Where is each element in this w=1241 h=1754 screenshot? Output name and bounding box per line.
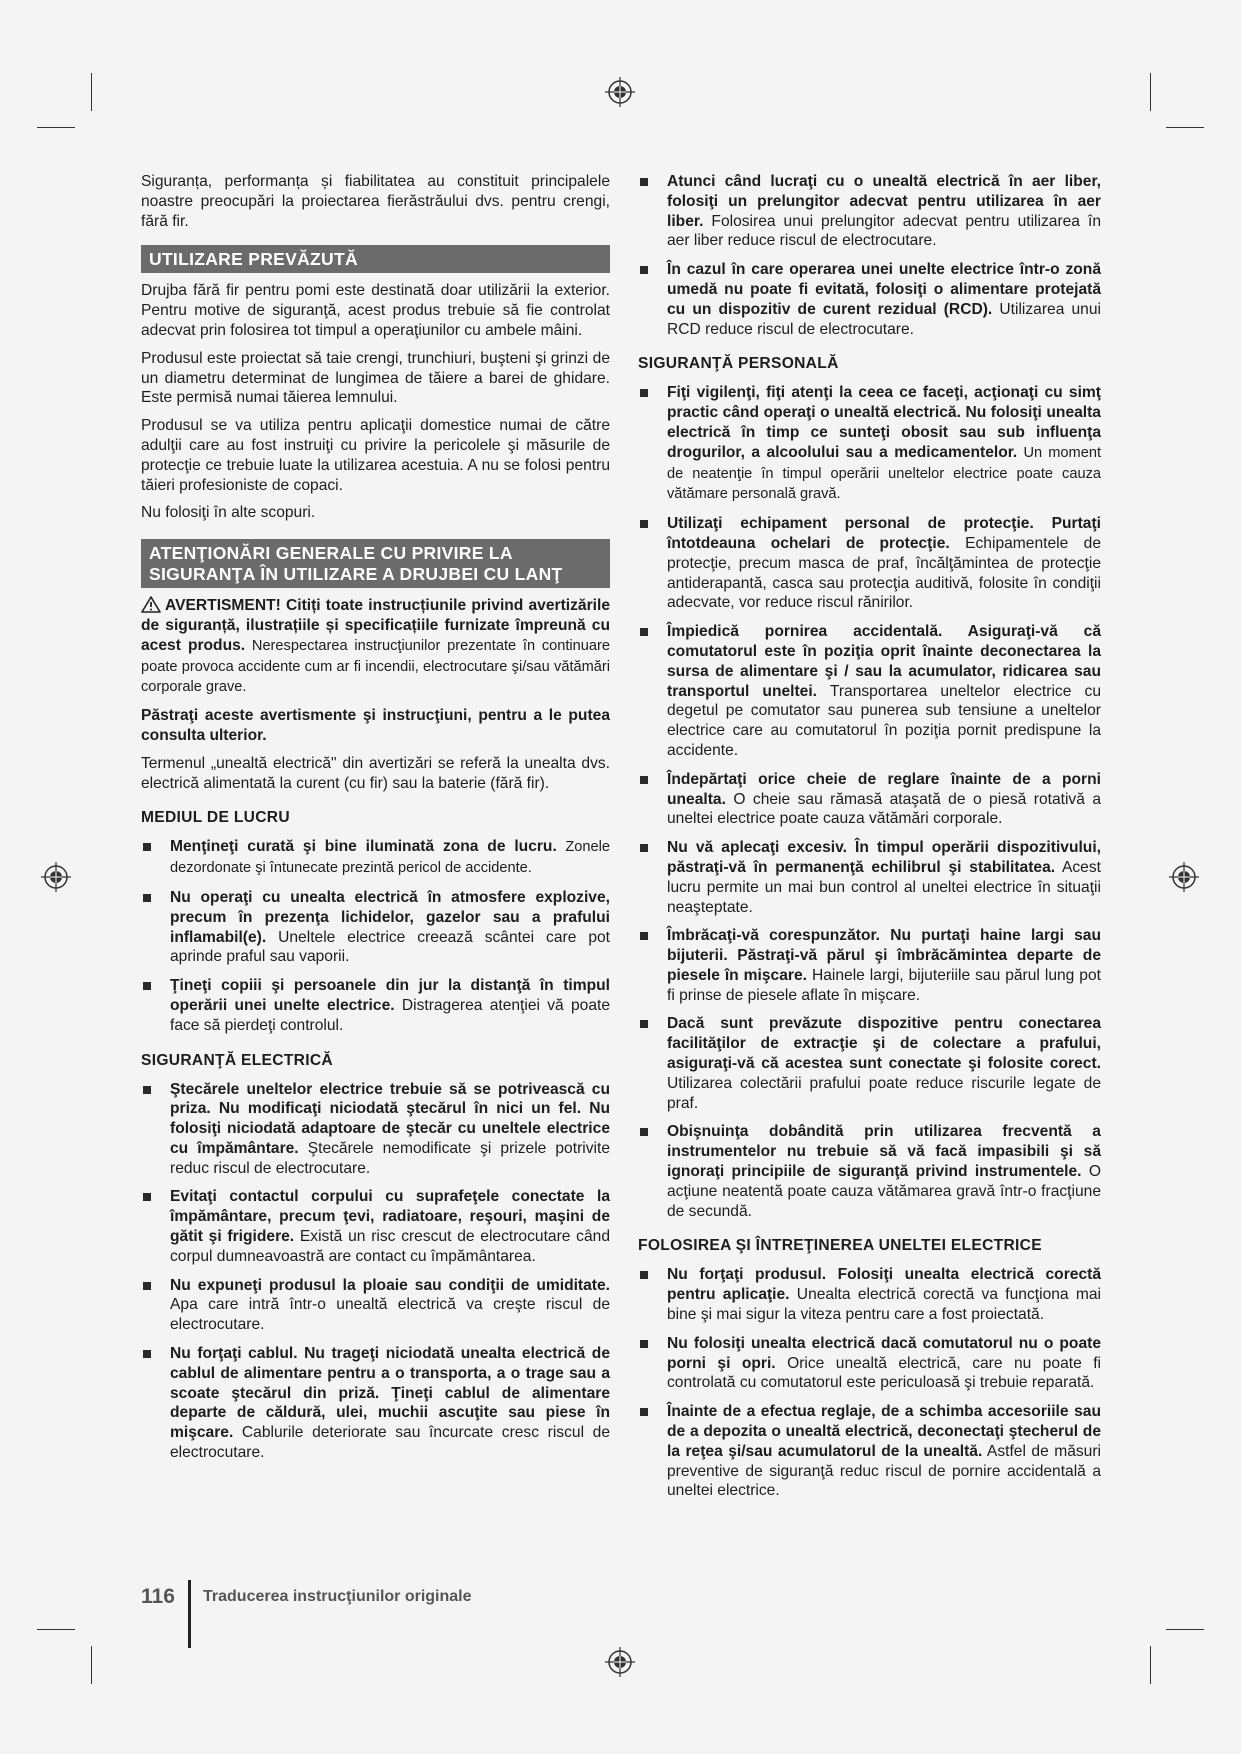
list-item: Obişnuinţa dobândită prin utilizarea frecventă a instrumentelor nu trebuie să vă facă impasibili şi să ignoraţi principiile de siguranţă privind instrumentele. O acţiune neatentă poate cauza vătămarea gravă într-o fracţiune de secundă. <box>638 1122 1101 1221</box>
list-item: Nu vă aplecaţi excesiv. În timpul operării dispozitivului, păstraţi-vă în permanenţă echilibrul şi stabilitatea. Acest lucru permite un mai bun control al uneltei electrice în situaţii neaşteptate. <box>638 838 1101 917</box>
tool-use-list <box>638 1265 1101 1501</box>
warning-triangle-icon <box>141 596 161 613</box>
list-item: Îndepărtaţi orice cheie de reglare înainte de a porni unealta. O cheie sau rămasă ataşată de o piesă rotativă a uneltei electrice poate cauza vătămări corporale. <box>638 770 1101 829</box>
crop-mark <box>1150 1646 1151 1684</box>
list-item: Dacă sunt prevăzute dispozitive pentru conectarea facilităţilor de extracţie şi de colectare a prafului, asiguraţi-vă că acestea sunt conectate şi folosite corect. Utilizarea colectării prafului poate reduce riscurile legate de praf. <box>638 1014 1101 1113</box>
list-item: Nu folosiţi unealta electrică dacă comutatorul nu o poate porni şi opri. Orice unealtă electrică, care nu poate fi controlată cu comutatorul este periculoasă şi trebuie reparată. <box>638 1334 1101 1393</box>
crop-mark <box>37 1629 75 1630</box>
work-area-list <box>141 837 610 1035</box>
subsection-title-electrical-safety: SIGURANŢĂ ELECTRICĂ <box>141 1051 333 1069</box>
list-item: Evitaţi contactul corpului cu suprafeţele conectate la împământare, precum ţevi, radiatoare, reşouri, maşini de gătit şi frigidere. Există un risc crescut de electrocutare când corpul dumneavoastră are contact cu împământarea. <box>141 1187 610 1266</box>
list-item: Nu expuneţi produsul la ploaie sau condiţii de umiditate. Apa care intră într-o unealtă electrică va creşte riscul de electrocutare. <box>141 1276 610 1335</box>
paragraph: Produsul se va utiliza pentru aplicaţii domestice numai de către adulţii care au fost instruiţi cu privire la pericolele şi măsurile de protecţie ce trebuie luate la utilizarea acestuia. A nu se folosi pentru tăieri profesioniste de copaci. <box>141 417 610 494</box>
paragraph: Nu folosiţi în alte scopuri. <box>141 504 316 522</box>
outdoor-safety-list <box>638 172 1101 339</box>
section-title-line: SIGURANŢA ÎN UTILIZARE A DRUJBEI CU LANŢ <box>149 564 563 585</box>
keep-instructions: Păstraţi aceste avertismente şi instrucţiuni, pentru a le putea consulta ulterior. <box>141 707 610 744</box>
crop-mark <box>1150 73 1151 111</box>
list-item: Îmbrăcaţi-vă corespunzător. Nu purtaţi haine largi sau bijuterii. Păstraţi-vă părul şi îmbrăcămintea departe de piesele în mişcare. Hainele largi, bijuteriile sau părul lung pot fi prinse de piesele aflate în mişcare. <box>638 926 1101 1005</box>
footer-divider <box>188 1580 191 1648</box>
footer-caption: Traducerea instrucţiunilor originale <box>203 1588 472 1605</box>
list-item: Nu forţaţi cablul. Nu trageţi niciodată unealta electrică de cablul de alimentare pentru a o transporta, a o trage sau a scoate ştecărul din priză. Ţineţi cablul de alimentare departe de căldură, ulei, muchii ascuţite sau piese în mişcare. Cablurile deteriorate sau încurcate cresc riscul de electrocutare. <box>141 1344 610 1463</box>
list-item: Ţineţi copiii şi persoanele din jur la distanţă în timpul operării unei unelte electrice. Distragerea atenţiei vă poate face să pierdeţi controlul. <box>141 976 610 1035</box>
crop-mark <box>91 73 92 111</box>
list-item: Nu forţaţi produsul. Folosiţi unealta electrică corectă pentru aplicaţie. Unealta electrică corectă va funcţiona mai bine şi mai sigur la viteza pentru care a fost proiectată. <box>638 1265 1101 1324</box>
intro-paragraph: Siguranța, performanța și fiabilitatea au constituit principalele noastre preocupări la proiectarea fierăstrăului dvs. pentru crengi, fără fir. <box>141 173 610 230</box>
right-column <box>638 172 1101 1510</box>
list-item: În cazul în care operarea unei unelte electrice într-o zonă umedă nu poate fi evitată, folosiţi o alimentare protejată cu un dispozitiv de curent rezidual (RCD). Utilizarea unui RCD reduce riscul de electrocutare. <box>638 260 1101 339</box>
list-item: Înainte de a efectua reglaje, de a schimba accesoriile sau de a depozita o unealtă electrică, deconectaţi ştecherul de la reţea şi/sau acumulatorul de la unealtă. Astfel de măsuri preventive de siguranţă reduc riscul de pornire accidentală a uneltei electrice. <box>638 1402 1101 1501</box>
section-title-general-warnings <box>141 539 610 588</box>
list-item: Ştecărele uneltelor electrice trebuie să se potrivească cu priza. Nu modificaţi niciodată ştecărul în nici un fel. Nu folosiţi niciodată adaptoare de ştecăr cu uneltele electrice cu împământare. Ştecărele nemodificate şi prizele potrivite reduc riscul de electrocutare. <box>141 1080 610 1179</box>
subsection-title-tool-use: FOLOSIREA ŞI ÎNTREŢINEREA UNELTEI ELECTRICE <box>638 1237 1042 1255</box>
registration-mark-icon <box>1167 860 1201 894</box>
list-item: Fiţi vigilenţi, fiţi atenţi la ceea ce faceţi, acţionaţi cu simţ practic când operaţi o unealtă electrică. Nu folosiţi unealta electrică în timp ce sunteţi obosit sau sub influenţa drogurilor, a alcoolului sau a medicamentelor. Un moment de neatenţie în timpul operării uneltelor electrice poate cauza vătămare personală gravă. <box>638 383 1101 505</box>
list-item: Atunci când lucraţi cu o unealtă electrică în aer liber, folosiţi un prelungitor adecvat pentru utilizarea în aer liber. Folosirea unui prelungitor adecvat pentru utilizarea în aer liber reduce riscul de electrocutare. <box>638 172 1101 251</box>
list-item: Menţineţi curată şi bine iluminată zona de lucru. Zonele dezordonate şi întunecate prezintă pericol de accidente. <box>141 837 610 879</box>
page-number: 116 <box>141 1585 175 1608</box>
section-title-line: ATENŢIONĂRI GENERALE CU PRIVIRE LA <box>149 543 513 564</box>
electrical-safety-list <box>141 1080 610 1463</box>
crop-mark <box>1166 1629 1204 1630</box>
list-item: Împiedică pornirea accidentală. Asiguraţi-vă că comutatorul este în poziţia oprit înainte deconectarea la sursa de alimentare şi / sau la acumulator, ridicarea sau transportul uneltei. Transportarea uneltelor electrice cu degetul pe comutator sau punerea sub tensiune a uneltelor electrice care au comutatorul în poziţia pornit predispune la accidente. <box>638 622 1101 761</box>
subsection-title-work-area: MEDIUL DE LUCRU <box>141 809 290 827</box>
subsection-title-personal-safety: SIGURANŢĂ PERSONALĂ <box>638 355 839 373</box>
crop-mark <box>1166 127 1204 128</box>
crop-mark <box>91 1646 92 1684</box>
term-definition: Termenul „unealtă electrică" din avertizări se referă la unealta dvs. electrică alimentată la curent (cu fir) sau la baterie (fără fir). <box>141 754 610 792</box>
registration-mark-icon <box>39 860 73 894</box>
section-title-intended-use: UTILIZARE PREVĂZUTĂ <box>141 245 610 273</box>
warning-text: Nerespectarea instrucţiunilor prezentate în continuare poate provoca accidente cum ar fi incendii, electrocutare şi/sau vătămări corporale grave. <box>141 637 610 696</box>
registration-mark-icon <box>603 1645 637 1679</box>
paragraph: Produsul este proiectat să taie crengi, trunchiuri, buşteni şi grinzi de un diametru determinat de lungimea de tăiere a barei de ghidare. Este permisă numai tăierea lemnului. <box>141 349 610 407</box>
warning-paragraph <box>141 596 610 698</box>
warning-bold-text: AVERTISMENT! Citiți toate instrucțiunile privind avertizările de siguranță, ilustrațiile și specificațiile furnizate împreună cu acest produs. <box>141 597 610 654</box>
crop-mark <box>37 127 75 128</box>
personal-safety-list <box>638 383 1101 1221</box>
registration-mark-icon <box>603 75 637 109</box>
list-item: Nu operaţi cu unealta electrică în atmosfere explozive, precum în prezenţa lichidelor, gazelor sau a prafului inflamabil(e). Uneltele electrice creează scântei care pot aprinde praful sau vaporii. <box>141 888 610 967</box>
list-item: Utilizaţi echipament personal de protecţie. Purtaţi întotdeauna ochelari de protecţie. Echipamentele de protecţie, precum masca de praf, încălţămintea de protecţie antiderapantă, casca sau protecţia auditivă, folosite în condiţii adecvate, vor reduce riscul rănirilor. <box>638 514 1101 613</box>
paragraph: Drujba fără fir pentru pomi este destinată doar utilizării la exterior. Pentru motive de siguranţă, acest produs trebuie să fie controlat adecvat prin folosirea tot timpul a operaţiunilor cu ambele mâini. <box>141 282 610 339</box>
left-column <box>141 172 610 1472</box>
